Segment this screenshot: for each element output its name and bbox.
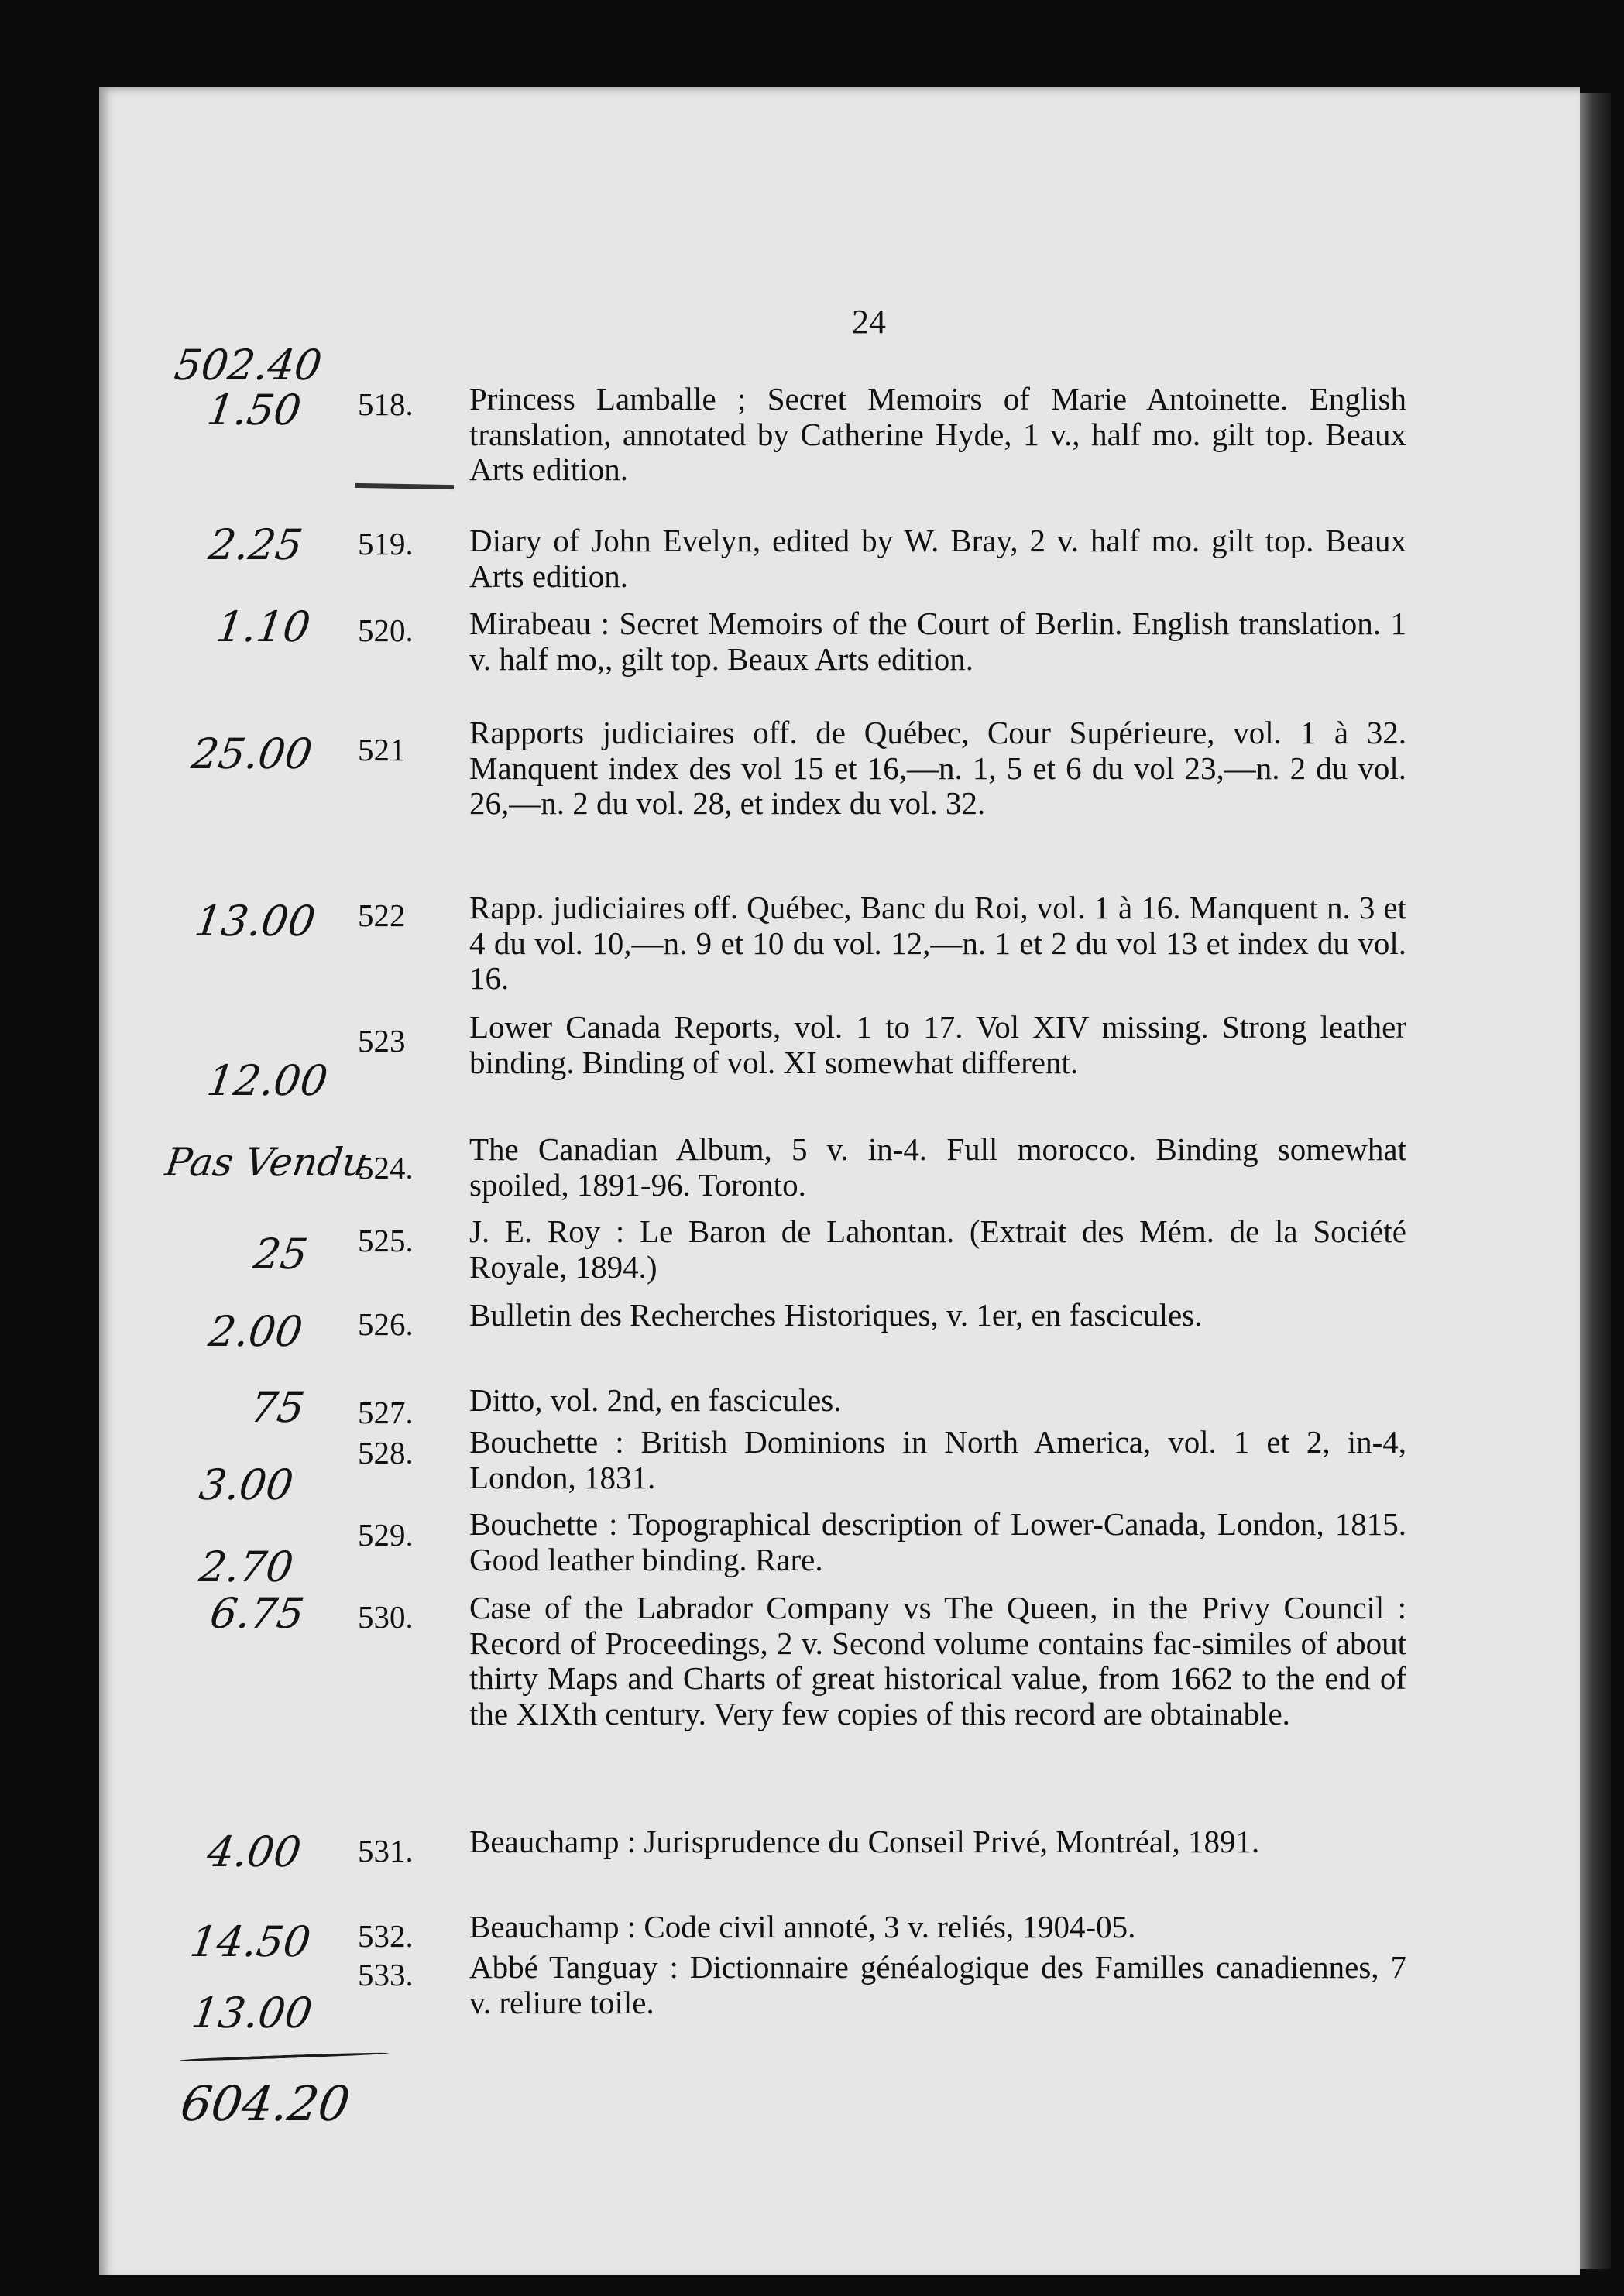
lot-number: 526. [358,1306,414,1342]
lot-number: 530. [358,1599,414,1635]
lot-number: 529. [358,1517,414,1553]
entry-description: Mirabeau : Secret Memoirs of the Court of Berlin. English translation. 1 v. half mo,, gilt top. Beaux Arts edition. [469,606,1406,677]
handwritten-price: 1.50 [204,386,304,434]
lot-number: 523 [358,1023,406,1059]
lot-number: 520. [358,613,414,648]
carry-forward-total: 502.40 [171,341,325,390]
page-total: 604.20 [177,2075,354,2132]
lot-number: 525. [358,1223,414,1258]
entry-description: Ditto, vol. 2nd, en fascicules. [469,1382,842,1418]
book-spine [1580,93,1611,2269]
lot-number: 533. [358,1957,414,1992]
lot-number: 527. [358,1395,414,1430]
entry-description: Beauchamp : Code civil annoté, 3 v. reliés, 1904-05. [469,1909,1136,1944]
entry-description: Lower Canada Reports, vol. 1 to 17. Vol XIV missing. Strong leather binding. Binding of vol. XI somewhat different. [469,1009,1406,1080]
lot-number: 521 [358,732,406,767]
entry-description: Bouchette : British Dominions in North America, vol. 1 et 2, in-4, London, 1831. [469,1424,1406,1495]
entry-description: Rapports judiciaires off. de Québec, Cour Supérieure, vol. 1 à 32. Manquent index des vol 15 et 16,—n. 1, 5 et 6 du vol 23,—n. 2 du vol. 26,—n. 2 du vol. 28, et index du vol. 32. [469,715,1406,821]
handwritten-note-not-sold: Pas Vendu [162,1140,371,1185]
handwritten-price: 25.00 [188,729,316,778]
handwritten-price: 6.75 [207,1589,307,1638]
page-number: 24 [852,303,886,341]
handwritten-price: 12.00 [204,1056,331,1105]
lot-number: 522 [358,897,406,933]
handwritten-price: 75 [247,1383,308,1432]
entry-description: Princess Lamballe ; Secret Memoirs of Marie Antoinette. English translation, annotated by Catherine Hyde, 1 v., half mo. gilt top. Beaux Arts edition. [469,381,1406,487]
lot-number: 518. [358,386,414,422]
entry-description: Bouchette : Topographical description of Lower-Canada, London, 1815. Good leather binding. Rare. [469,1506,1406,1577]
lot-number: 531. [358,1833,414,1869]
entry-description: Bulletin des Recherches Historiques, v. 1er, en fascicules. [469,1297,1203,1333]
handwritten-price: 2.70 [196,1543,297,1591]
entry-description: The Canadian Album, 5 v. in-4. Full morocco. Binding somewhat spoiled, 1891-96. Toronto. [469,1131,1406,1203]
handwritten-price: 3.00 [196,1460,297,1509]
handwritten-price: 1.10 [213,602,314,651]
lot-number: 528. [358,1435,414,1471]
lot-number: 524. [358,1150,414,1186]
handwritten-price: 13.00 [188,1989,316,2037]
handwritten-price: 2.00 [205,1307,306,1356]
handwritten-price: 13.00 [191,897,319,946]
entry-description: Beauchamp : Jurisprudence du Conseil Privé, Montréal, 1891. [469,1824,1260,1859]
lot-number: 519. [358,526,414,561]
handwritten-price: 4.00 [204,1828,304,1876]
handwritten-price: 14.50 [187,1917,314,1966]
entry-description: Rapp. judiciaires off. Québec, Banc du Roi, vol. 1 à 16. Manquent n. 3 et 4 du vol. 10,—n. 9 et 10 du vol. 12,—n. 1 et 2 du vol 13 et index du vol. 16. [469,890,1406,996]
entry-description: Case of the Labrador Company vs The Queen, in the Privy Council : Record of Proceedings, 2 v. Second volume contains fac-similes of about thirty Maps and Charts of great historical value, from 1662 to the end of the XIXth century. Very few copies of this record are obtainable. [469,1590,1406,1731]
entry-description: Diary of John Evelyn, edited by W. Bray, 2 v. half mo. gilt top. Beaux Arts edition. [469,523,1406,594]
entry-description: J. E. Roy : Le Baron de Lahontan. (Extrait des Mém. de la Société Royale, 1894.) [469,1213,1406,1285]
entry-description: Abbé Tanguay : Dictionnaire généalogique des Familles canadiennes, 7 v. reliure toile. [469,1949,1406,2020]
lot-number: 532. [358,1918,414,1954]
handwritten-price: 25 [250,1230,311,1278]
handwritten-price: 2.25 [205,520,306,569]
